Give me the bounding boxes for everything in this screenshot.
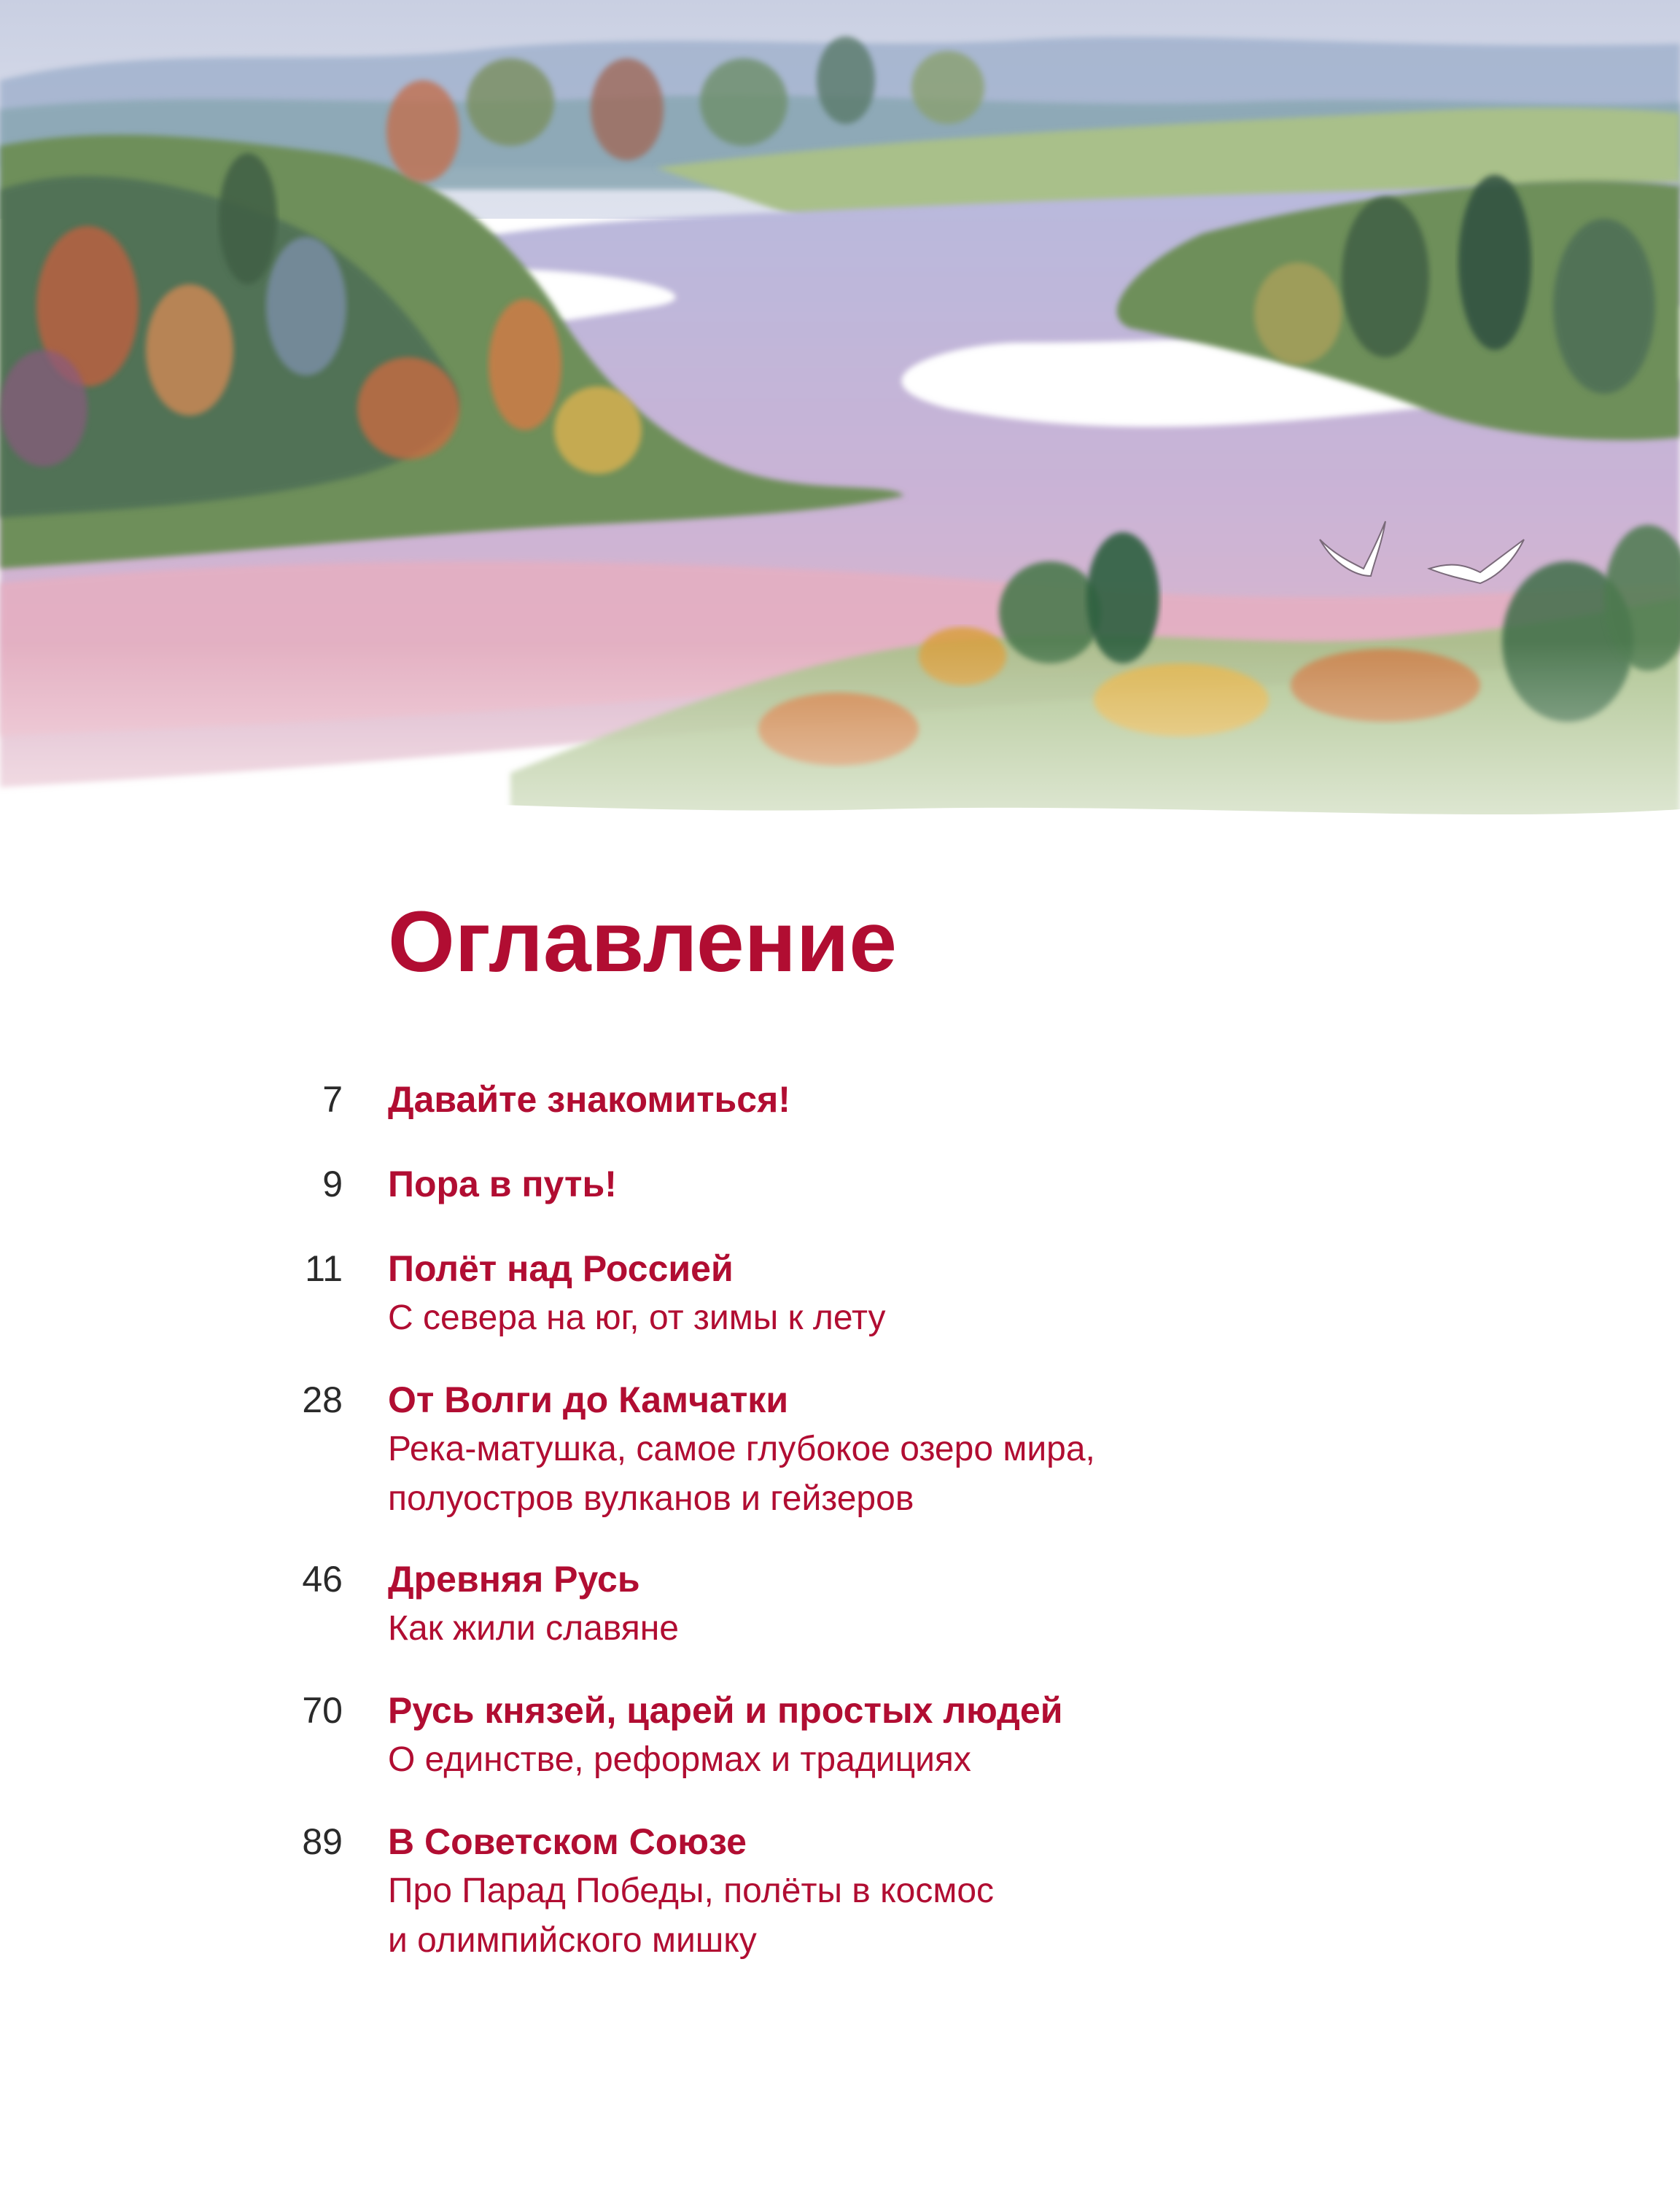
toc-subtitle: О единстве, реформах и традициях <box>388 1740 971 1779</box>
toc-page-number: 46 <box>302 1559 343 1600</box>
toc-heading[interactable]: Полёт над Россией <box>388 1248 734 1289</box>
toc-subtitle: Как жили славяне <box>388 1609 679 1648</box>
toc-subtitle: Река-матушка, самое глубокое озеро мира, полуостров вулканов и гейзеров <box>388 1430 1095 1518</box>
toc-subtitle: Про Парад Победы, полёты в космос и олимпийского мишку <box>388 1872 995 1960</box>
toc-page-number: 7 <box>322 1079 343 1120</box>
toc-page-number: 89 <box>302 1821 343 1862</box>
page-title: Оглавление <box>388 894 898 990</box>
toc-heading[interactable]: Древняя Русь <box>388 1559 640 1600</box>
toc-heading[interactable]: Русь князей, царей и простых людей <box>388 1690 1063 1731</box>
toc-heading[interactable]: От Волги до Камчатки <box>388 1379 789 1420</box>
toc-page-number: 28 <box>302 1379 343 1420</box>
toc-page-number: 9 <box>322 1164 343 1204</box>
toc-page-number: 70 <box>302 1690 343 1731</box>
toc-page-number: 11 <box>305 1248 343 1289</box>
toc-heading[interactable]: Давайте знакомиться! <box>388 1079 790 1120</box>
toc-heading[interactable]: В Советском Союзе <box>388 1821 747 1862</box>
toc-heading[interactable]: Пора в путь! <box>388 1164 617 1204</box>
toc-subtitle: С севера на юг, от зимы к лету <box>388 1298 886 1337</box>
